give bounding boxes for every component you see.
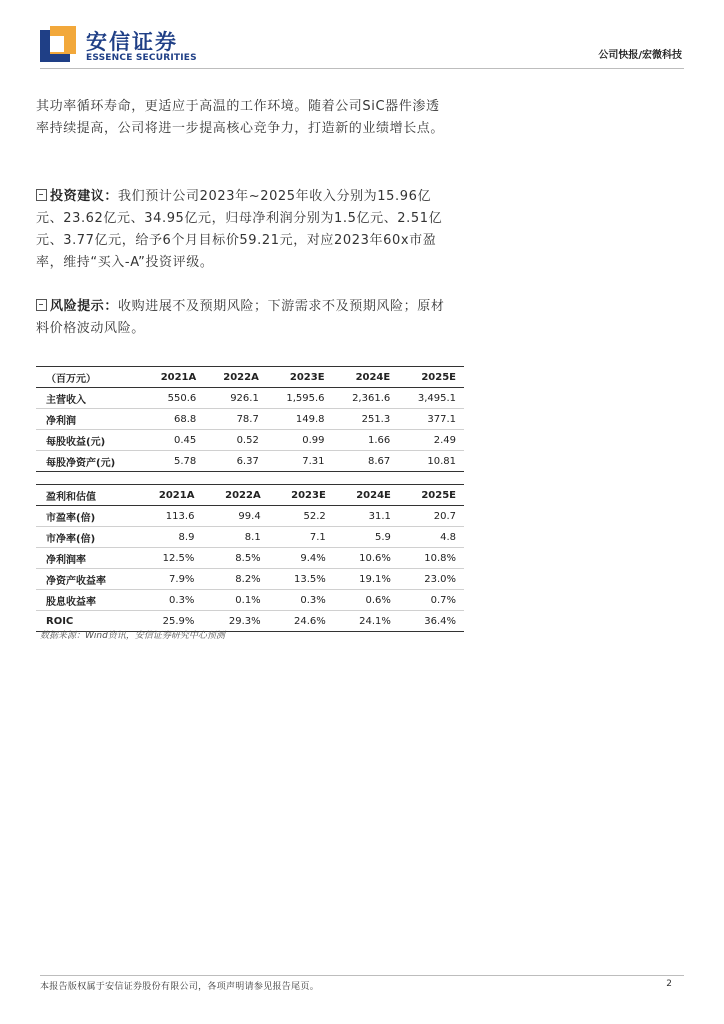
table-row xyxy=(36,388,464,409)
table-cell: 20.7 xyxy=(433,510,456,522)
table-row xyxy=(36,590,464,611)
header-cell: 2024E xyxy=(355,371,391,383)
table-cell: 36.4% xyxy=(424,615,456,627)
header-cell: 2021A xyxy=(158,489,195,501)
header-cell: 盈利和估值 xyxy=(46,491,96,503)
table-row xyxy=(36,506,464,527)
header-divider xyxy=(40,68,684,69)
row-label: 市盈率(倍) xyxy=(46,512,96,524)
table-cell: 29.3% xyxy=(228,615,261,627)
data-source-note: 数据来源：Wind资讯，安信证券研究中心预测 xyxy=(40,631,225,641)
row-label: 股息收益率 xyxy=(46,596,96,608)
table-cell: 2,361.6 xyxy=(352,392,391,404)
table-cell: 377.1 xyxy=(427,413,456,425)
logo-chinese-text: 安信证券 xyxy=(86,30,178,54)
table-cell: 9.4% xyxy=(300,552,326,564)
logo-english-text: ESSENCE SECURITIES xyxy=(86,53,197,63)
table-cell: 13.5% xyxy=(294,573,326,585)
valuation-table xyxy=(36,484,464,632)
table-cell: 10.6% xyxy=(359,552,391,564)
page-number: 2 xyxy=(666,979,672,989)
table-cell: 8.9 xyxy=(178,531,195,543)
table-cell: 7.9% xyxy=(169,573,195,585)
bullet-icon xyxy=(36,299,47,311)
header-cell: 2022A xyxy=(225,489,261,501)
risk-paragraph xyxy=(36,296,446,340)
header-cell: 2023E xyxy=(289,371,325,383)
header-cell: 2023E xyxy=(291,489,326,501)
risk-title: 风险提示： xyxy=(50,299,119,314)
row-label: 主营收入 xyxy=(46,394,86,406)
table-cell: 78.7 xyxy=(236,413,259,425)
table-cell: 5.9 xyxy=(374,531,391,543)
intro-paragraph: 其功率循环寿命，更适应于高温的工作环境。随着公司SiC器件渗透率持续提高，公司将进一步提高核心竞争力，打造新的业绩增长点。 xyxy=(36,99,445,136)
table-cell: 99.4 xyxy=(238,510,261,522)
header-cell: 2022A xyxy=(223,371,259,383)
header-cell: 2024E xyxy=(356,489,391,501)
table-row xyxy=(36,527,464,548)
risk-text: 收购进展不及预期风险；下游需求不及预期风险；原材料价格波动风险。 xyxy=(36,299,445,336)
table-cell: 149.8 xyxy=(295,413,325,425)
row-label: 净利润率 xyxy=(46,554,86,566)
header-cell: 2025E xyxy=(421,489,456,501)
table-cell: 23.0% xyxy=(424,573,456,585)
table-cell: 251.3 xyxy=(361,413,391,425)
table-cell: 8.5% xyxy=(235,552,261,564)
header-cell: 2021A xyxy=(160,371,197,383)
row-label: 每股净资产(元) xyxy=(46,457,116,469)
table-cell: 1.66 xyxy=(367,434,391,446)
table-cell: 3,495.1 xyxy=(417,392,456,404)
table-cell: 10.81 xyxy=(427,455,456,467)
table-cell: 8.2% xyxy=(235,573,261,585)
row-label: 每股收益(元) xyxy=(46,436,106,448)
table-cell: 52.2 xyxy=(303,510,326,522)
header-cell: （百万元） xyxy=(46,373,96,385)
table-cell: 926.1 xyxy=(230,392,259,404)
investment-advice-text: 我们预计公司2023年~2025年收入分别为15.96亿元、23.62亿元、34.95亿元，归母净利润分别为1.5亿元、2.51亿元、3.77亿元，给予6个月目标价59.21元，对应2023年60x市盈率，维持“买入-A”投资评级。 xyxy=(36,189,443,270)
table-cell: 7.31 xyxy=(302,455,325,467)
table-cell: 2.49 xyxy=(433,434,456,446)
table-cell: 24.1% xyxy=(359,615,391,627)
table-cell: 68.8 xyxy=(174,413,197,425)
table-cell: 6.37 xyxy=(236,455,259,467)
table-cell: 1,595.6 xyxy=(286,392,325,404)
table-cell: 4.8 xyxy=(440,531,456,543)
footer-divider xyxy=(40,975,684,976)
table-cell: 25.9% xyxy=(162,615,195,627)
table-cell: 12.5% xyxy=(162,552,195,564)
row-label: 市净率(倍) xyxy=(46,533,96,545)
table-cell: 0.45 xyxy=(174,434,197,446)
table-cell: 0.52 xyxy=(236,434,259,446)
table-cell: 7.1 xyxy=(309,531,326,543)
table-cell: 0.1% xyxy=(235,594,261,606)
table-cell: 31.1 xyxy=(368,510,391,522)
table-cell: 8.67 xyxy=(367,455,391,467)
table-cell: 550.6 xyxy=(167,392,197,404)
financial-summary-table xyxy=(36,366,464,472)
table-cell: 0.3% xyxy=(300,594,326,606)
table-cell: 24.6% xyxy=(294,615,326,627)
table-cell: 113.6 xyxy=(165,510,195,522)
row-label: ROIC xyxy=(46,615,74,627)
investment-advice-paragraph xyxy=(36,186,446,274)
table-header-row xyxy=(36,485,464,506)
row-label: 净利润 xyxy=(46,415,76,427)
bullet-icon xyxy=(36,189,47,201)
table-row xyxy=(36,451,464,472)
table-row xyxy=(36,430,464,451)
table-cell: 8.1 xyxy=(244,531,261,543)
table-row xyxy=(36,409,464,430)
table-cell: 0.6% xyxy=(365,594,391,606)
table-cell: 0.3% xyxy=(169,594,195,606)
table-row xyxy=(36,548,464,569)
table-cell: 0.7% xyxy=(430,594,456,606)
table-header-row xyxy=(36,367,464,388)
table-cell: 0.99 xyxy=(302,434,325,446)
table-cell: 19.1% xyxy=(359,573,391,585)
table-cell: 5.78 xyxy=(174,455,197,467)
investment-advice-title: 投资建议： xyxy=(50,189,119,204)
report-type-label: 公司快报/宏微科技 xyxy=(598,50,682,61)
logo-mark-icon xyxy=(40,26,76,64)
table-row xyxy=(36,569,464,590)
company-logo xyxy=(40,26,200,66)
header-cell: 2025E xyxy=(421,371,456,383)
table-cell: 10.8% xyxy=(424,552,456,564)
row-label: 净资产收益率 xyxy=(46,575,106,587)
copyright-disclaimer: 本报告版权属于安信证券股份有限公司，各项声明请参见报告尾页。 xyxy=(40,982,320,992)
